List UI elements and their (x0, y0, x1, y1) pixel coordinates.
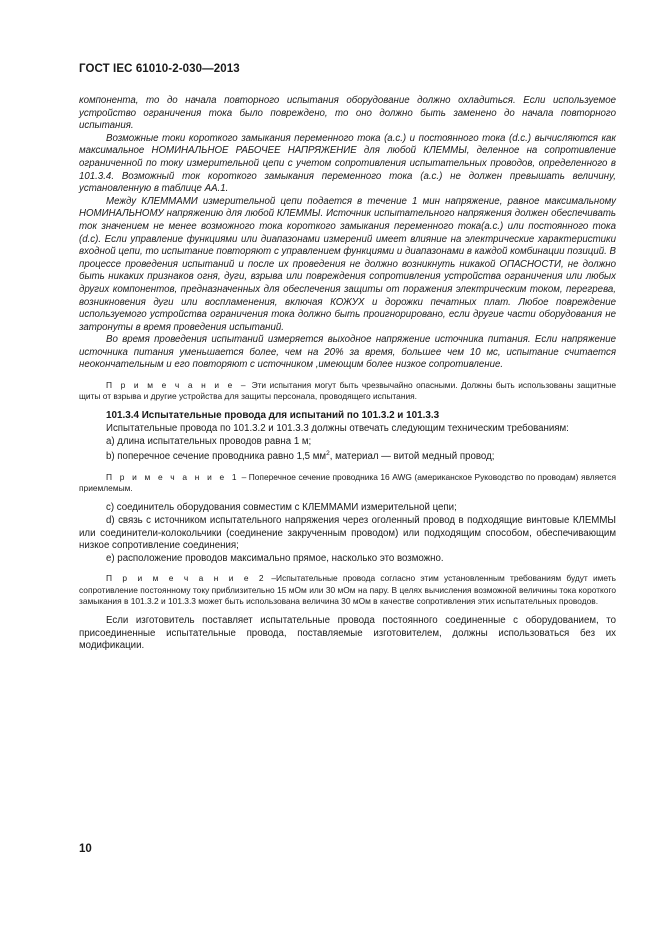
note-text: Эти испытания могут быть чрезвычайно опасными. Должны быть использованы защитные щиты от взрыва и другие устройства для защиты персонала, проводящего испытания. (79, 380, 617, 402)
note-label: П р и м е ч а н и е 1 (106, 472, 240, 483)
note-label: П р и м е ч а н и е – (106, 380, 249, 391)
document-header: ГОСТ IEC 61010-2-030—2013 (79, 63, 240, 75)
paragraph-short-circuit-currents: Возможные токи короткого замыкания переменного тока (a.c.) и постоянного тока (d.c.) вычисляются как максимальное НОМИНАЛЬНОЕ РАБОЧЕЕ НАПРЯЖЕНИЕ для любой КЛЕММЫ, деленное на сопротивление ограниченной по току измерительной цепи с учетом сопротивления испытательных проводов, определенного в 101.3.4. Возможный ток короткого замыкания переменного тока (a.c.) не должен превышать величину, установленную в таблице АА.1. (79, 132, 616, 195)
note-awg (79, 472, 616, 494)
note-resistance (79, 573, 616, 607)
note-text: – Поперечное сечение проводника 16 AWG (американское Руководство по проводам) является приемлемым. (79, 472, 617, 494)
paragraph-supply-voltage: Во время проведения испытаний измеряется выходное напряжение источника питания. Если напряжение источника питания уменьшается более, чем на 20% за время, большее чем 10 мс, испытание считается неокончательным и его повторяют с источником ,имеющим более низкое сопротивление. (79, 334, 616, 371)
paragraph-requirements: Испытательные провода по 101.3.2 и 101.3.3 должны отвечать следующим техническим требованиям: (106, 423, 569, 435)
list-item-a: a) длина испытательных проводов равна 1 м; (106, 435, 312, 447)
paragraph-continuation: компонента, то до начала повторного испытания оборудование должно охладиться. Если используемое устройство ограничения тока было повреждено, то оно должно быть заменено до начала повторного испытания. (79, 95, 616, 132)
paragraph-test-procedure: Между КЛЕММАМИ измерительной цепи подается в течение 1 мин напряжение, равное максимальному НОМИНАЛЬНОМУ напряжению для любой КЛЕММЫ. Источник испытательного напряжения должен обеспечивать ток значением не менее возможного тока короткого замыкания переменного тока(a.c.) или постоянного тока (d.c). Если управление функциями или диапазонами измерений имеет влияние на электрические характеристики входной цепи, то испытание повторяют с управлением функциями и диапазонами в каждой комбинации позиций. В процессе проведения испытаний и после их проведения не должно возникнуть никакой ОПАСНОСТИ, не должно быть никаких признаков огня, дуги, взрыва или повреждения сопротивления устройства ограничения или любых других компонентов, предназначенных для обеспечения защиты от поражения электрическим током, перегрева, возникновения дуги или воспламенения, включая КОЖУХ и дорожки печатных плат. Любое повреждение используемого устройства ограничения тока должно быть проигнорировано, если другие части оборудования не затронуты в время проведения испытаний. (79, 195, 616, 333)
list-item-b-text: b) поперечное сечение проводника равно 1,5 мм (106, 451, 327, 463)
section-heading: 101.3.4 Испытательные провода для испытаний по 101.3.2 и 101.3.3 (106, 410, 440, 422)
document-body (79, 95, 616, 653)
paragraph-manufacturer-leads: Если изготовитель поставляет испытательные провода постоянного соединенные с оборудованием, то присоединенные испытательные провода, поставляемые изготовителем, должны использоваться без их модификации. (79, 615, 616, 652)
list-item-b-rest: , материал — витой медный провод; (329, 451, 495, 463)
list-item-b-superscript: 2 (326, 450, 330, 458)
note-hazard (79, 380, 616, 402)
page-number: 10 (79, 843, 92, 855)
list-item-d: d) связь с источником испытательного напряжения через оголенный провод в подходящие винтовые КЛЕММЫ или соединители-колокольчики (соединение закрученным проводом) или подходящим способом, обеспечивающим низкое сопротивление соединения; (79, 515, 616, 552)
list-item-e: e) расположение проводов максимально прямое, насколько это возможно. (106, 552, 444, 564)
note-text: –Испытательные провода согласно этим установленным требованиям будут иметь сопротивление постоянному току приблизительно 15 мОм или 30 мОм на пару. В целях вычисления возможной величины тока короткого замыкания в 101.3.2 и 101.3.3 может быть использована величина 30 мОм в качестве сопротивления этих испытательных проводов. (79, 573, 616, 606)
list-item-c: c) соединитель оборудования совместим с КЛЕММАМИ измерительной цепи; (106, 502, 457, 514)
note-label: П р и м е ч а н и е 2 (106, 573, 267, 584)
list-item-b (79, 448, 616, 464)
